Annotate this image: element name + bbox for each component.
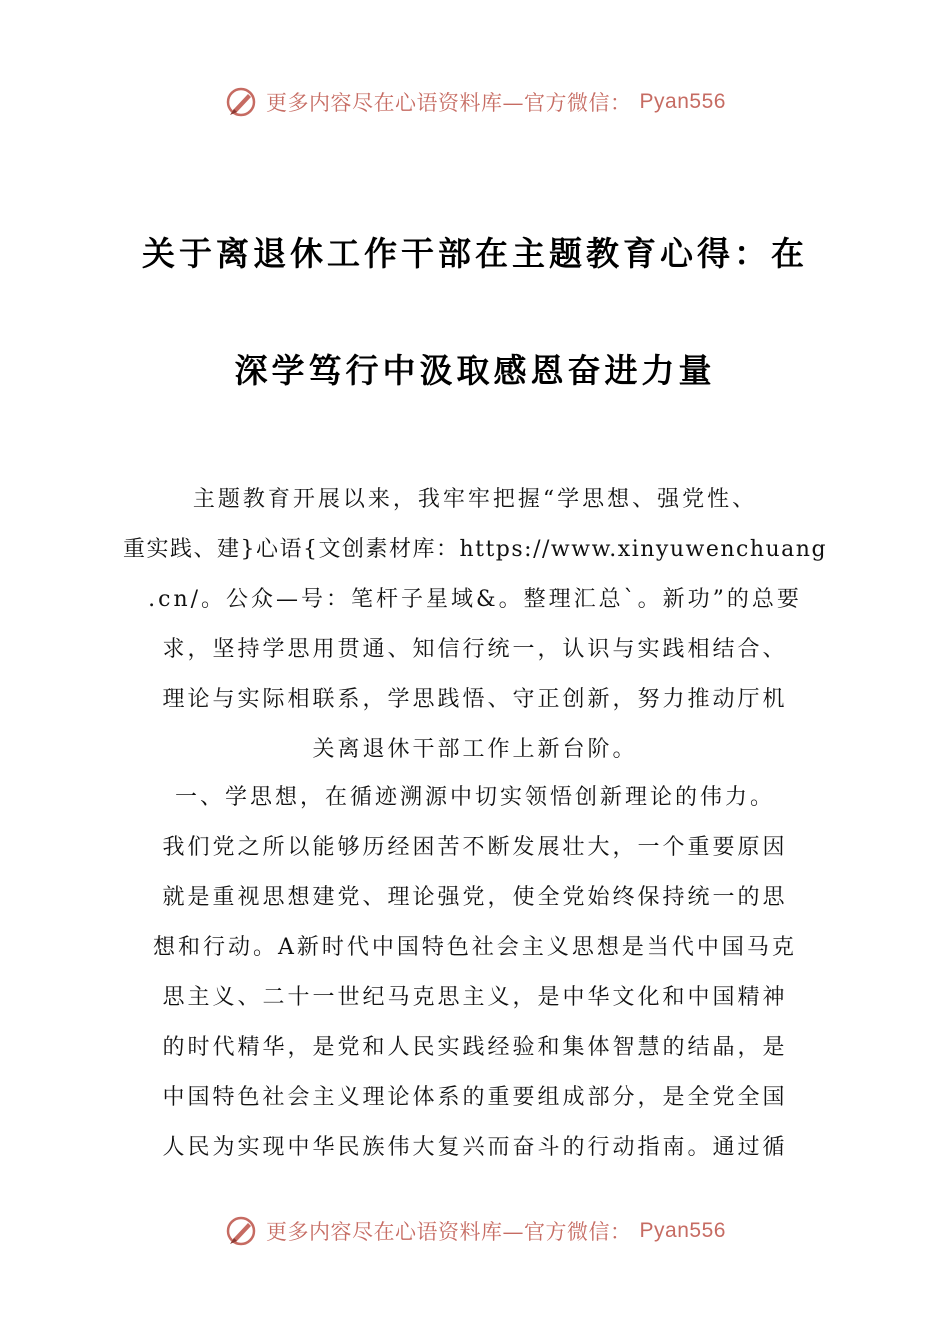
banner-wechat-id: Pyan556: [639, 1219, 726, 1242]
header-watermark-banner: [0, 82, 950, 122]
footer-watermark-banner: [0, 1211, 950, 1251]
document-title-line-2: 深学笃行中汲取感恩奋进力量: [234, 351, 716, 390]
paragraph-2-line-3: 就是重视思想建党、理论强党，使全党始终保持统一的思: [162, 885, 788, 910]
banner-text: 更多内容尽在心语资料库—官方微信：: [266, 1220, 632, 1244]
paragraph-1-line-6: 关离退休干部工作上新台阶。: [312, 737, 638, 762]
document-title-line-1: 关于离退休工作干部在主题教育心得：在: [142, 234, 808, 273]
paragraph-2-line-8: 人民为实现中华民族伟大复兴而奋斗的行动指南。通过循: [162, 1135, 788, 1160]
paragraph-2-line-5: 思主义、二十一世纪马克思主义，是中华文化和中国精神: [162, 985, 788, 1010]
pen-logo-icon: [224, 85, 258, 119]
pen-logo-icon: [224, 1214, 258, 1248]
paragraph-1-line-5: 理论与实际相联系，学思践悟、守正创新，努力推动厅机: [162, 687, 788, 712]
paragraph-2-line-1: 一、学思想，在循迹溯源中切实领悟创新理论的伟力。: [174, 785, 775, 810]
banner-wechat-id: Pyan556: [639, 90, 726, 113]
paragraph-2-line-2: 我们党之所以能够历经困苦不断发展壮大，一个重要原因: [162, 835, 788, 860]
paragraph-1-line-3: .cn/。公众—号：笔杆子星域&。整理汇总`。新功”的总要: [148, 587, 802, 612]
banner-text: 更多内容尽在心语资料库—官方微信：: [266, 91, 632, 115]
paragraph-1-line-2: 重实践、建}心语{文创素材库：https://www.xinyuwenchuang: [122, 537, 828, 562]
paragraph-2-line-7: 中国特色社会主义理论体系的重要组成部分，是全党全国: [162, 1085, 788, 1110]
paragraph-2-line-6: 的时代精华，是党和人民实践经验和集体智慧的结晶，是: [162, 1035, 788, 1060]
paragraph-1-line-1: 主题教育开展以来，我牢牢把握“学思想、强党性、: [192, 487, 758, 512]
paragraph-2-line-4: 想和行动。A新时代中国特色社会主义思想是当代中国马克: [153, 935, 797, 960]
paragraph-1-line-4: 求，坚持学思用贯通、知信行统一，认识与实践相结合、: [162, 637, 788, 662]
